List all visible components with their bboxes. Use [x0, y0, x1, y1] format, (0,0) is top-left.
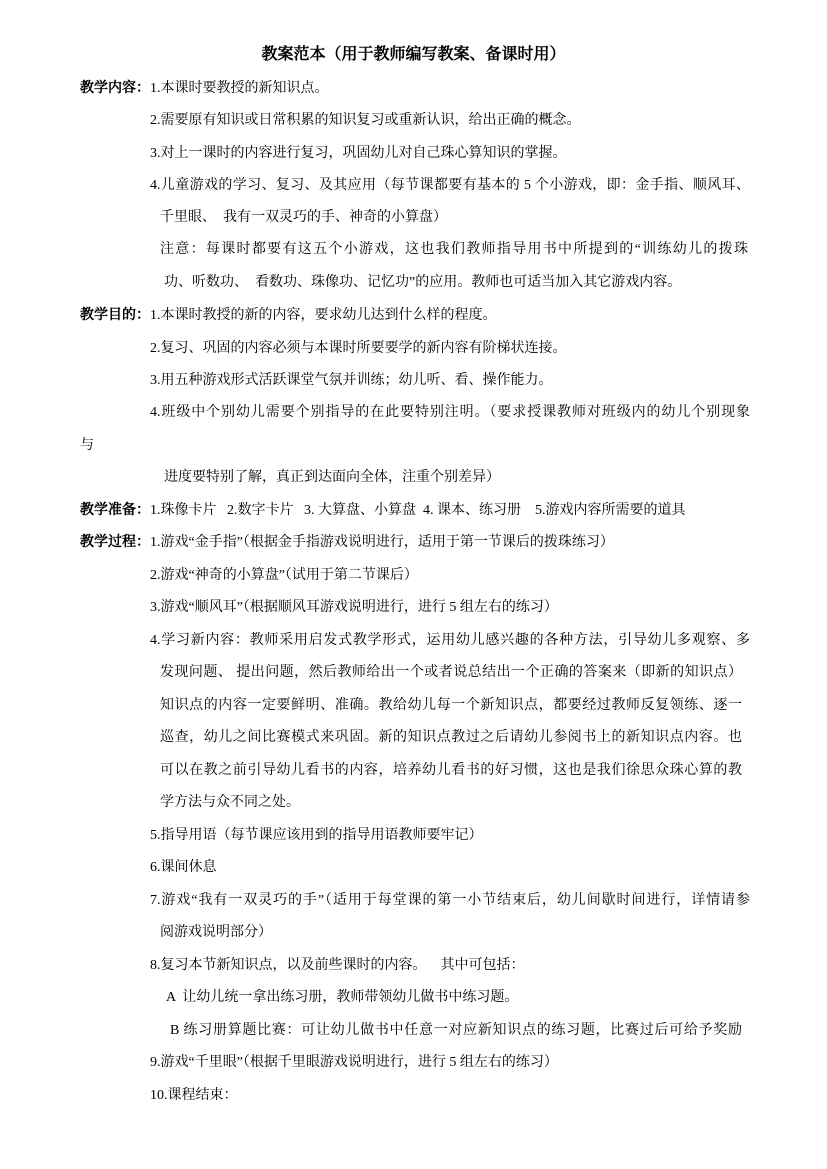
teaching-content-note: 注意：每课时都要有这五个小游戏，这也我们教师指导用书中所提到的“训练幼儿的拨珠 — [160, 242, 748, 257]
teaching-objectives-line: 4.班级中个别幼儿需要个别指导的在此要特别注明。（要求授课教师对班级内的幼儿个别现象 — [150, 405, 750, 420]
teaching-process-step: 阅游戏说明部分） — [160, 925, 272, 940]
teaching-process-step: 7.游戏“我有一双灵巧的手”（适用于每堂课的第一小节结束后，幼儿间歇时间进行，详情请参 — [150, 893, 750, 908]
teaching-process-step: 发现问题、 提出问题，然后教师给出一个或者说总结出一个正确的答案来（即新的知识点） — [160, 665, 742, 680]
teaching-process-step: 可以在教之前引导幼儿看书的内容，培养幼儿看书的好习惯，这也是我们徐思众珠心算的教 — [160, 763, 742, 778]
teaching-process-step: 10.课程结束： — [150, 1088, 238, 1103]
teaching-process-step: 4.学习新内容：教师采用启发式教学形式，运用幼儿感兴趣的各种方法，引导幼儿多观察、多 — [150, 633, 750, 648]
teaching-content-line: 1.本课时要教授的新知识点。 — [150, 81, 329, 96]
teaching-process-step: 9.游戏“千里眼”（根据千里眼游戏说明进行，进行 5 组左右的练习） — [150, 1055, 558, 1070]
teaching-objectives-line: 进度要特别了解，真正到达面向全体，注重个别差异） — [164, 470, 500, 485]
teaching-content-note: 功、听数功、 看数功、珠像功、记忆功”的应用。教师也可适当加入其它游戏内容。 — [164, 275, 682, 290]
teaching-process-label: 教学过程： — [80, 535, 150, 550]
teaching-process-step: 2.游戏“神奇的小算盘”（试用于第二节课后） — [150, 568, 418, 583]
teaching-preparation-label: 教学准备： — [80, 503, 150, 518]
teaching-content-line: 2.需要原有知识或日常积累的知识复习或重新认识，给出正确的概念。 — [150, 113, 581, 128]
page-title: 教案范本（用于教师编写教案、备课时用） — [261, 46, 566, 63]
teaching-process-step: 巡查，幼儿之间比赛模式来巩固。新的知识点教过之后请幼儿参阅书上的新知识点内容。也 — [160, 730, 742, 745]
teaching-process-step: 学方法与众不同之处。 — [160, 795, 300, 810]
teaching-content-line: 千里眼、 我有一双灵巧的手、神奇的小算盘） — [160, 210, 447, 225]
teaching-process-step: 知识点的内容一定要鲜明、准确。教给幼儿每一个新知识点，都要经过教师反复领练、逐一 — [160, 698, 742, 713]
teaching-objectives-line: 1.本课时教授的新的内容，要求幼儿达到什么样的程度。 — [150, 308, 497, 323]
teaching-objectives-line: 3.用五种游戏形式活跃课堂气氛并训练；幼儿听、看、操作能力。 — [150, 373, 553, 388]
teaching-process-step: 6.课间休息 — [150, 860, 217, 875]
teaching-process-step: 1.游戏“金手指”（根据金手指游戏说明进行，适用于第一节课后的拨珠练习） — [150, 535, 614, 550]
teaching-content-line: 4.儿童游戏的学习、复习、及其应用（每节课都要有基本的 5 个小游戏，即：金手指、顺风耳、 — [150, 178, 750, 193]
teaching-process-step: 5.指导用语（每节课应该用到的指导用语教师要牢记） — [150, 828, 483, 843]
teaching-process-substep-b: B 练习册算题比赛：可让幼儿做书中任意一对应新知识点的练习题，比赛过后可给予奖励 — [170, 1023, 742, 1038]
teaching-process-step: 3.游戏“顺风耳”（根据顺风耳游戏说明进行，进行 5 组左右的练习） — [150, 600, 558, 615]
teaching-content-label: 教学内容： — [80, 81, 150, 96]
teaching-objectives-line: 2.复习、巩固的内容必须与本课时所要要学的新内容有阶梯状连接。 — [150, 341, 567, 356]
teaching-objectives-line: 与 — [80, 438, 94, 453]
teaching-content-line: 3.对上一课时的内容进行复习，巩固幼儿对自己珠心算知识的掌握。 — [150, 146, 567, 161]
teaching-process-step: 8.复习本节新知识点，以及前些课时的内容。 其中可包括： — [150, 958, 525, 973]
teaching-process-substep-a: A 让幼儿统一拿出练习册，教师带领幼儿做书中练习题。 — [166, 990, 519, 1005]
teaching-objectives-label: 教学目的： — [80, 308, 150, 323]
teaching-preparation-line: 1.珠像卡片 2.数字卡片 3. 大算盘、小算盘 4. 课本、练习册 5.游戏内容所需要的道具 — [150, 503, 686, 518]
